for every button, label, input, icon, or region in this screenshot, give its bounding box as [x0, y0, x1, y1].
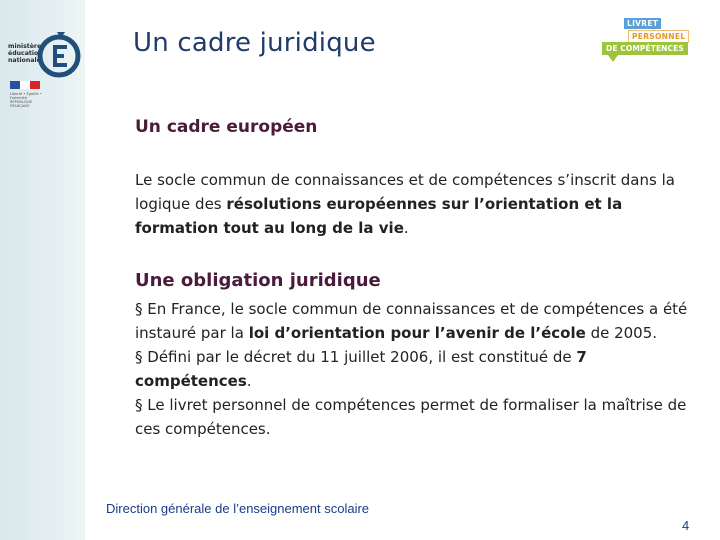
- sidebar-band: [0, 0, 85, 540]
- logo-line-2: éducation: [8, 50, 43, 57]
- badge-line-1: LIVRET: [624, 18, 661, 29]
- bold-text-run: résolutions européennes sur l’orientation et la formation tout au long de la vie: [135, 195, 623, 237]
- text-run: .: [403, 219, 409, 237]
- footer-text: Direction générale de l’enseignement scolaire: [106, 501, 370, 516]
- livret-badge: [600, 18, 686, 64]
- ministry-logo-text: [8, 43, 43, 64]
- section-legal: [135, 270, 688, 438]
- page-number: 4: [682, 518, 690, 533]
- badge-line-3: DE COMPÉTENCES: [602, 42, 688, 55]
- badge-line-2: PERSONNEL: [628, 30, 689, 43]
- republic-motto: Liberté • Égalité • Fraternité RÉPUBLIQUE FRANÇAISE: [10, 92, 42, 108]
- education-e-icon: [37, 28, 81, 78]
- bullet-2-bold: 7 compétences: [135, 348, 587, 390]
- bullet-1-end: de 2005.: [585, 324, 658, 342]
- bullet-1-bold: loi d’orientation pour l’avenir de l’école: [248, 324, 586, 342]
- section-european-text: [135, 168, 700, 240]
- section-heading-legal: Une obligation juridique: [135, 270, 381, 291]
- logo-line-1: ministère: [8, 43, 42, 50]
- section-legal-text: [135, 297, 700, 441]
- bullet-2-end: .: [246, 372, 252, 390]
- speech-tail-icon: [608, 55, 618, 62]
- section-european: [135, 117, 675, 237]
- bullet-3-text: § Le livret personnel de compétences permet de formaliser la maîtrise de ces compétences.: [135, 396, 687, 438]
- republic-flag-icon: [10, 81, 40, 89]
- bullet-2-text: § Défini par le décret du 11 juillet 2006, il est constitué de: [135, 348, 577, 366]
- page-title: Un cadre juridique: [133, 28, 376, 58]
- bullet-1-text: § En France, le socle commun de connaissances et de compétences a été instauré par la: [135, 300, 688, 342]
- ministry-logo: [8, 28, 80, 108]
- logo-line-3: nationale: [8, 57, 41, 64]
- text-run: Le socle commun de connaissances et de compétences s’inscrit dans la logique des: [135, 171, 675, 213]
- section-heading-european: Un cadre européen: [135, 117, 318, 137]
